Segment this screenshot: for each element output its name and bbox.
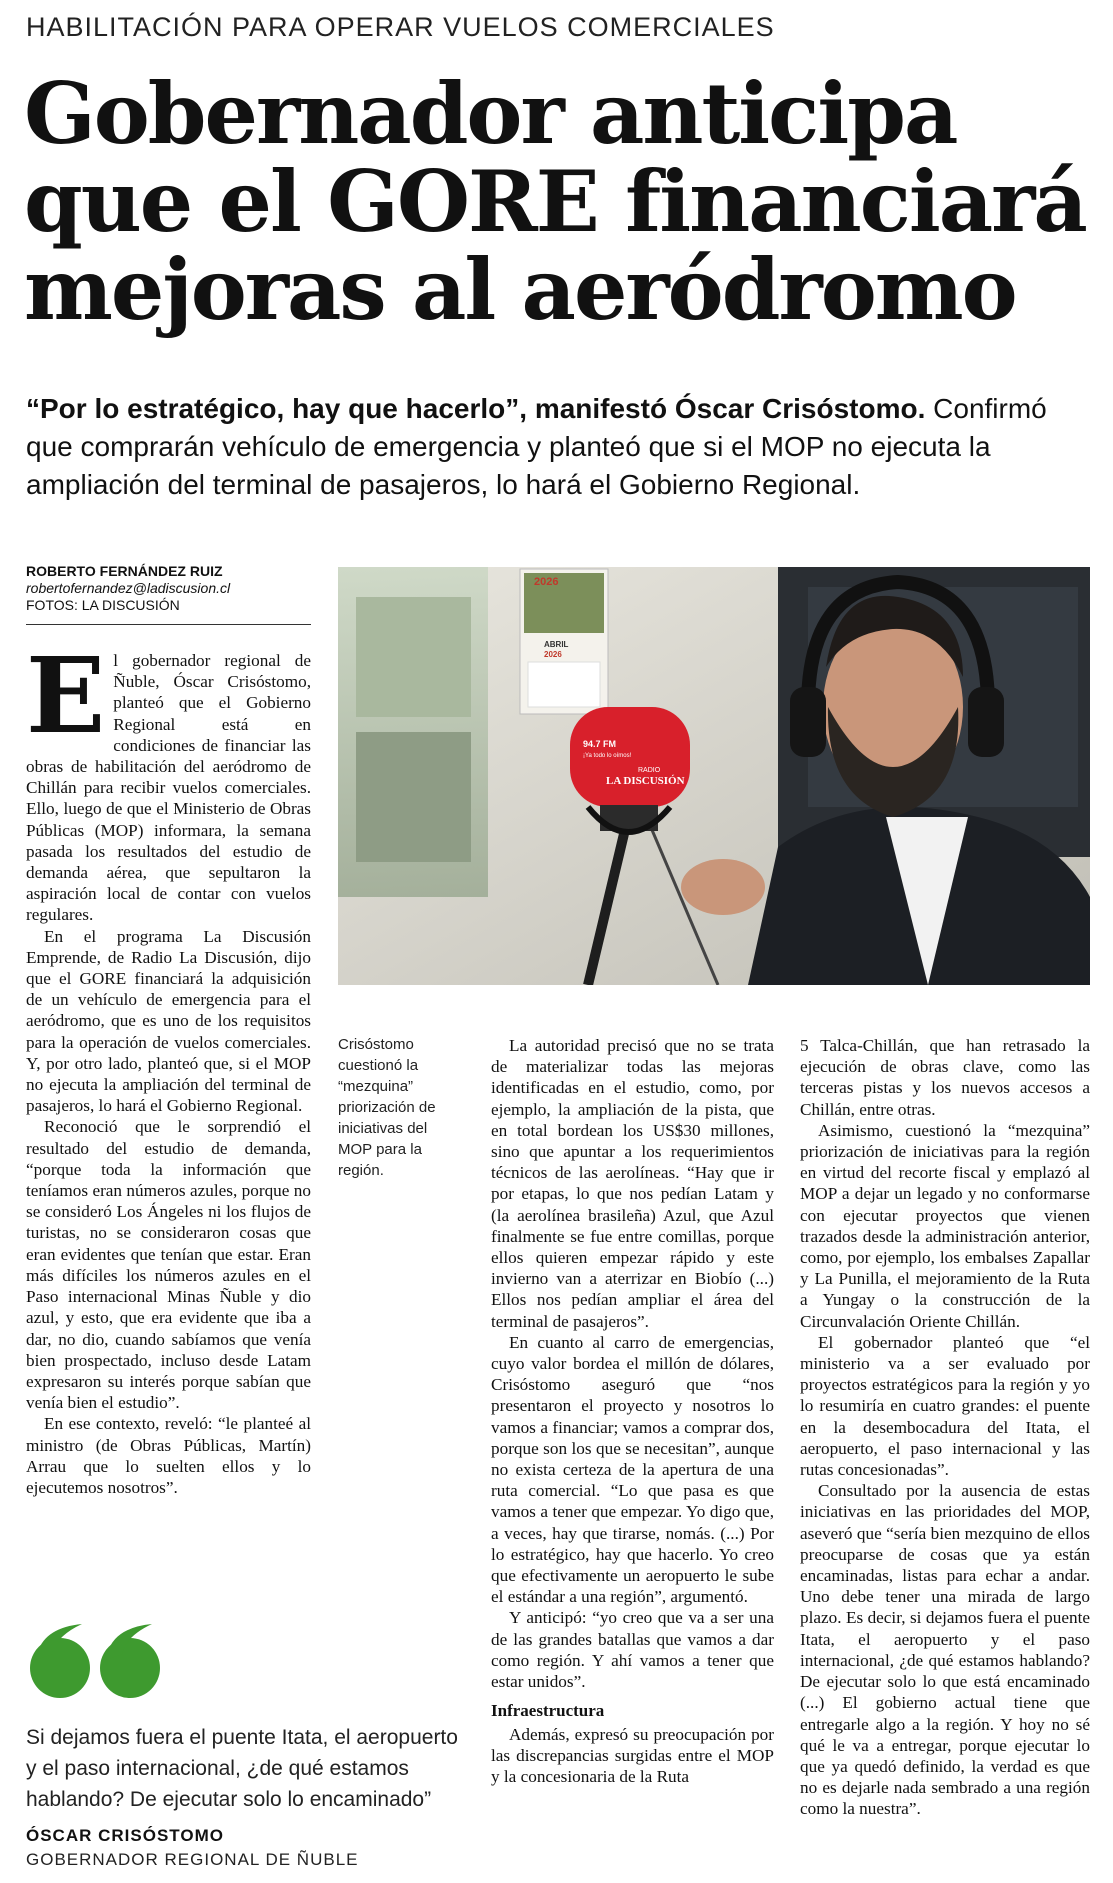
headline: Gobernador anticipa que el GORE financiará mejoras al aeródromo	[24, 64, 1086, 339]
deck-lead: “Por lo estratégico, hay que hacerlo”, manifestó Óscar Crisóstomo.	[26, 393, 926, 424]
photo-caption: Crisóstomo cuestionó la “mezquina” priorización de iniciativas del MOP para la región.	[338, 1036, 436, 1179]
paragraph-text: l gobernador regional de Ñuble, Óscar Crisóstomo, planteó que el Gobierno Regional está en condiciones de financiar las obras de habilitación del aeródromo de Chillán para recibir vuelos comerciales. Ello, luego de que el Ministerio de Obras Públicas (MOP) informara, la semana pasada los resultados del estudio de demanda aérea, que sepultaron la aspiración local de contar con vuelos regulares.	[26, 651, 311, 925]
byline-author: ROBERTO FERNÁNDEZ RUIZ	[26, 563, 223, 579]
paragraph	[26, 634, 311, 926]
deck-rest: Confirmó que comprarán vehículo de emergencia y planteó que si el MOP no ejecuta la ampliación del terminal de pasajeros, lo hará el Gobierno Regional.	[26, 393, 1047, 500]
mic-frequency: 94.7 FM	[583, 739, 617, 749]
paragraph: Además, expresó su preocupación por las discrepancias surgidas entre el MOP y la concesionaria de la Ruta	[491, 1724, 774, 1786]
pull-quote-name: ÓSCAR CRISÓSTOMO	[26, 1826, 224, 1845]
mic-radio: RADIO	[638, 767, 661, 774]
byline	[26, 563, 311, 625]
subheading: Infraestructura	[491, 1701, 605, 1721]
mic-slogan: ¡Ya todo lo oímos!	[583, 753, 632, 759]
kicker: HABILITACIÓN PARA OPERAR VUELOS COMERCIALES	[26, 12, 775, 42]
mic-brand: LA DISCUSIÓN	[606, 775, 685, 787]
quote-mark-icon	[26, 1620, 166, 1700]
paragraph: En ese contexto, reveló: “le planteé al ministro (de Obras Públicas, Martín) Arrau que lo suelten ellos y lo ejecutemos nosotros”.	[26, 1414, 311, 1497]
paragraph: El gobernador planteó que “el ministerio va a ser evaluado por proyectos estratégicos para la región y yo lo resumiría en cuatro grandes: el puente en la desembocadura del Itata, el aeropuerto, el paso internacional y las rutas concesionadas”.	[800, 1332, 1090, 1480]
byline-email: robertofernandez@ladiscusion.cl	[26, 580, 231, 596]
byline-photos: FOTOS: LA DISCUSIÓN	[26, 597, 180, 613]
pull-quote-role: GOBERNADOR REGIONAL DE ÑUBLE	[26, 1850, 359, 1869]
wall-calendar	[520, 569, 608, 714]
photo-illustration	[338, 567, 1090, 985]
body-column-1	[26, 634, 311, 1498]
calendar-year-2: 2026	[544, 650, 562, 659]
paragraph: En cuanto al carro de emergencias, cuyo valor bordea el millón de dólares, Crisóstomo aseguró que “nos presentaron el proyecto y nosotros lo vamos a financiar; vamos a comprar dos, porque son los que se necesitan”, aunque no exista certeza de la apertura de una ruta comercial. “Lo que pasa es que vamos a tener que empezar. Yo digo que, a veces, hay que tirarse, nomás. (...) Por lo estratégico, hay que hacerlo. Yo creo que efectivamente un aeropuerto le sube el estándar a una región”, argumentó.	[491, 1332, 774, 1607]
paragraph: Y anticipó: “yo creo que va a ser una de las grandes batallas que vamos a dar como región. Y ahí vamos a tener que estar unidos”.	[491, 1608, 774, 1692]
pull-quote: Si dejamos fuera el puente Itata, el aeropuerto y el paso internacional, ¿de qué estamos hablando? De ejecutar solo lo encaminado”	[26, 1726, 458, 1811]
dropcap: E	[26, 634, 106, 757]
paragraph: Asimismo, cuestionó la “mezquina” priorización de iniciativas para la región en virtud del recorte fiscal y emplazó al MOP a dejar un legado y no conformarse con ejecutar proyectos que vienen trazados desde la administración anterior, como, por ejemplo, los embalses Zapallar y La Punilla, el mejoramiento de la Ruta a Yungay o la construcción de la Circunvalación Oriente Chillán.	[800, 1120, 1090, 1331]
paragraph: 5 Talca-Chillán, que han retrasado la ejecución de obras clave, como las terceras pistas y los nuevos accesos a Chillán, entre otras.	[800, 1036, 1090, 1119]
paragraph: La autoridad precisó que no se trata de materializar todas las mejoras identificadas en el estudio, como, por ejemplo, la ampliación de la pista, que en total bordean los US$30 millones, sino que apuntar a los requerimientos técnicos de las aerolíneas. “Hay que ir por etapas, lo que nos pedían Latam y (la aerolínea brasileña) Azul, que Azul finalmente se fue entre comillas, porque ellos quieren empezar rápido y este invierno van a aterrizar en Biobío (...) Ellos nos pedían ampliar el área del terminal de pasajeros”.	[491, 1036, 774, 1331]
body-column-3	[800, 1035, 1090, 1820]
paragraph: En el programa La Discusión Emprende, de Radio La Discusión, dijo que el GORE financiará la adquisición de un vehículo de emergencia para el aeródromo, que es uno de los requisitos para la operación de vuelos comerciales. Y, por otro lado, planteó que, si el MOP no ejecuta la ampliación del terminal de pasajeros, lo hará el Gobierno Regional.	[26, 926, 311, 1116]
paragraph: Consultado por la ausencia de estas iniciativas en las prioridades del MOP, aseveró que “sería bien mezquino de ellos preocuparse de cosas que ya están encaminadas, listas para echar a andar. Uno debe tener una mirada de largo plazo. Es decir, si dejamos fuera el puente Itata, el aeropuerto y el paso internacional, ¿de qué estamos hablando? De ejecutar solo lo que está encaminado (...) El gobierno actual tiene que entregarle algo a la región. Y hoy no sé qué le va a entregar, porque ejecutar lo que ya quedó definido, la verdad es que no es dejarle nada sembrado a una región como la nuestra”.	[800, 1481, 1090, 1819]
calendar-year: 2026	[534, 576, 559, 588]
body-column-2	[491, 1035, 774, 1787]
deck	[26, 390, 1096, 504]
paragraph: Reconoció que le sorprendió el resultado del estudio de demanda, “porque toda la información que teníamos eran números azules, porque no se consideró Los Ángeles ni los flujos de turistas, no se consideraron cosas que eran evidentes que tenían que estar. Eran más difíciles los números azules en el Paso internacional Minas Ñuble y dio azul, y esto, que era evidente que iba a dar, no dio, cuando sabíamos que venía bien prospectado, incluso desde Latam expresaron su interés porque sabían que venía bien el estudio”.	[26, 1117, 311, 1413]
interview-photo	[338, 567, 1090, 985]
calendar-month: ABRIL	[544, 640, 569, 649]
